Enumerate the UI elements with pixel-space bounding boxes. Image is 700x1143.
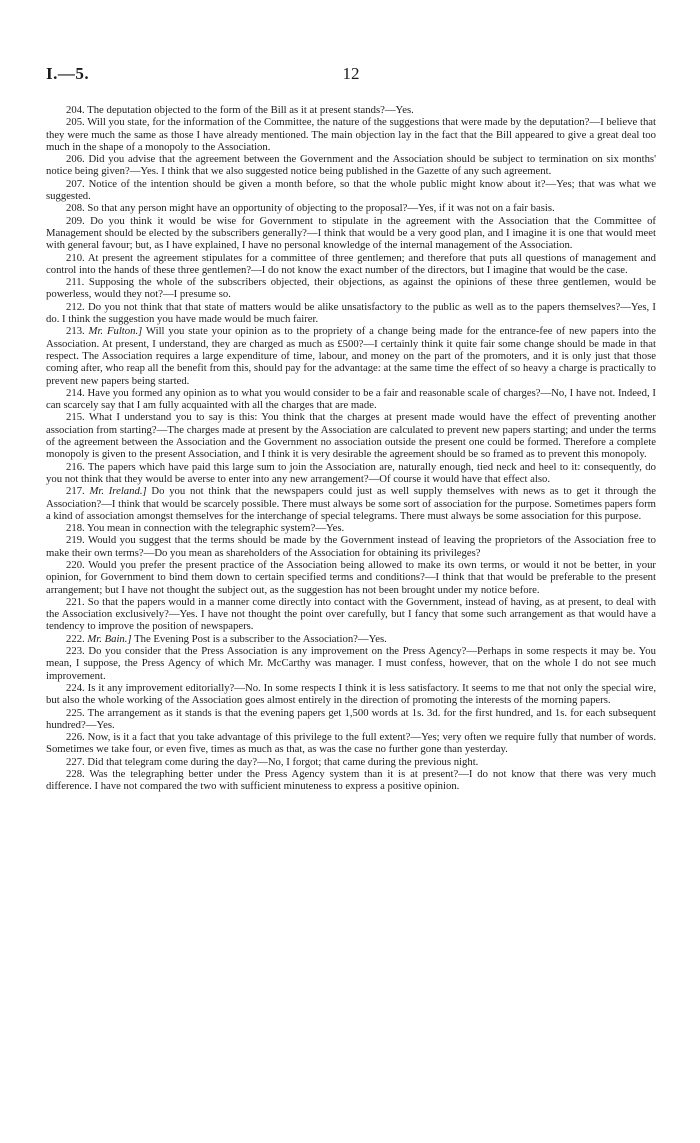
question-paragraph — [46, 645, 656, 682]
speaker-label: Mr. Ireland.] — [84, 485, 147, 498]
question-text: Is it any improvement editorially?—No. In some respects I think it is less satisfactory. It seems to me that not only the special wire, but also the whole working of the Association goes almost entirely in the direction of promoting the interests of the morning papers. — [46, 681, 656, 707]
question-text: Did you advise that the agreement between the Government and the Association should be subject to termination on six months' notice being given?—Yes. I think that we also suggested notice being published in the Gazette of any such agreement. — [46, 153, 656, 178]
question-number: 208. — [66, 202, 85, 215]
question-text: Now, is it a fact that you take advantage of this privilege to the full extent?—Yes; very often we require fully that number of words. Sometimes we take four, or even five, times as much as that, as was the case no further gone than yesterday. — [46, 731, 656, 756]
question-number: 213. — [66, 325, 85, 338]
question-text: You mean in connection with the telegraphic system?—Yes. — [84, 522, 345, 535]
question-paragraph — [46, 522, 656, 534]
question-text: The arrangement as it stands is that the evening papers get 1,500 words at 1s. 3d. for the first hundred, and 1s. for each subsequent hundred?—Yes. — [46, 706, 656, 731]
question-paragraph — [46, 252, 656, 277]
question-paragraph — [46, 756, 656, 768]
question-number: 224. — [66, 681, 85, 694]
question-number: 205. — [66, 116, 85, 129]
question-number: 212. — [66, 300, 85, 313]
question-paragraph — [46, 202, 656, 214]
question-number: 227. — [66, 755, 85, 768]
question-number: 218. — [66, 522, 85, 535]
question-number: 223. — [66, 645, 85, 658]
question-text: Would you prefer the present practice of the Association being allowed to make its own terms, or would it not be better, in your opinion, for Government to bind them down to certain specified terms and conditions?—I think that that would be preferable to the present arrangement; but I have not thought the subject out, as the suggestion has not been brought under my notice before. — [46, 558, 656, 596]
question-text: Did that telegram come during the day?—No, I forgot; that came during the previous night. — [84, 755, 479, 768]
question-paragraph — [46, 485, 656, 522]
question-paragraph — [46, 153, 656, 178]
question-paragraph — [46, 215, 656, 252]
question-paragraph — [46, 178, 656, 203]
question-text: So that the papers would in a manner come directly into contact with the Government, instead of having, as at present, to deal with the Association exclusively?—Yes. I have not thought the point over carefully, but I fancy that some such arrangement as that would have a tendency to improve the position of newspapers. — [46, 595, 656, 633]
question-paragraph — [46, 325, 656, 386]
question-paragraph — [46, 387, 656, 412]
page-header — [46, 64, 656, 104]
question-paragraph — [46, 633, 656, 645]
question-number: 210. — [66, 251, 85, 264]
question-paragraph — [46, 534, 656, 559]
question-number: 217. — [66, 485, 85, 498]
question-text: Would you suggest that the terms should be made by the Government instead of leaving the proprietors of the Association free to make their own terms?—Do you mean as shareholders of the Association for obtaining its privileges? — [46, 534, 656, 559]
question-text: The deputation objected to the form of the Bill as it at present stands?—Yes. — [84, 104, 414, 116]
question-number: 221. — [66, 595, 85, 608]
speaker-label: Mr. Bain.] — [84, 632, 132, 645]
question-number: 228. — [66, 768, 85, 781]
question-paragraph — [46, 104, 656, 116]
question-text: At present the agreement stipulates for a committee of three gentlemen; and therefore that puts all questions of management and control into the hands of these three gentlemen?—I do not know the exact number of the directors, but I imagine that would be the case. — [46, 251, 656, 276]
question-paragraph — [46, 707, 656, 732]
question-number: 220. — [66, 558, 85, 571]
question-number: 207. — [66, 177, 85, 190]
question-text: What I understand you to say is this: You think that the charges at present made would have the effect of preventing another association from starting?—The charges made at present by the Association are calculated to prevent new papers starting; and under the terms of the agreement between the Association and the Government no association outside the present one could be formed. Therefore a complete monopoly is given to the present Association, and I think it is very desirable the agreement should be so framed as to prevent this monopoly. — [46, 411, 656, 461]
question-paragraph — [46, 559, 656, 596]
question-text: Notice of the intention should be given a month before, so that the whole public might know about it?—Yes; that was what we suggested. — [46, 177, 656, 203]
question-paragraph — [46, 682, 656, 707]
question-number: 211. — [66, 276, 85, 289]
question-text: The papers which have paid this large sum to join the Association are, naturally enough, tied neck and heel to it: consequently, do you not think that they would be averse to enter into any new arrangement?—Of course it would have that effect also. — [46, 460, 656, 485]
question-number: 204. — [66, 104, 85, 116]
question-paragraph — [46, 461, 656, 486]
question-text: Do you not think that that state of matters would be alike unsatisfactory to the public as well as to the papers themselves?—Yes, I do. I think the suggestion you have made would be much fairer. — [46, 300, 656, 326]
question-number: 214. — [66, 386, 85, 399]
question-text: Have you formed any opinion as to what you would consider to be a fair and reasonable scale of charges?—No, I have not. Indeed, I can scarcely say that I am fully acquainted with all the charges that are made. — [46, 386, 656, 412]
question-paragraph — [46, 411, 656, 460]
question-text: Do you think it would be wise for Government to stipulate in the agreement with the Association that the Committee of Management should be elected by the subscribers generally?—I think that would be a very good plan, and I imagine it is one that would meet with general favour; but, as I have explained, I have no personal knowledge of the internal management of the Association. — [46, 214, 656, 252]
question-number: 209. — [66, 214, 85, 227]
question-number: 226. — [66, 731, 85, 744]
question-text: Was the telegraphing better under the Press Agency system than it is at present?—I do not know that there was very much difference. I have not compared the two with sufficient minuteness to express a positive opinion. — [46, 768, 656, 793]
question-number: 206. — [66, 153, 85, 166]
question-number: 219. — [66, 534, 85, 547]
question-paragraph — [46, 596, 656, 633]
question-text: The Evening Post is a subscriber to the Association?—Yes. — [131, 632, 387, 645]
question-number: 216. — [66, 460, 85, 473]
question-text: Will you state, for the information of the Committee, the nature of the suggestions that were made by the deputation?—I believe that they were much the same as those I have already mentioned. The main objection lay in the fact that the Bill appeared to give a great deal too much in the shape of a monopoly to the Association. — [46, 116, 656, 153]
question-number: 225. — [66, 706, 85, 719]
speaker-label: Mr. Fulton.] — [84, 325, 143, 338]
question-text: So that any person might have an opportunity of objecting to the proposal?—Yes, if it was not on a fair basis. — [84, 202, 555, 215]
question-number: 215. — [66, 411, 85, 424]
document-body — [46, 104, 656, 793]
question-paragraph — [46, 731, 656, 756]
question-text: Do you not think that the newspapers could just as well supply themselves with news as to get it through the Association?—I think that would be scarcely possible. There must always be some sort of association for the purpose. Sometimes papers form a kind of association amongst themselves for the interchange of special telegrams. There must always be some association for this purpose. — [46, 485, 656, 522]
question-text: Do you consider that the Press Association is any improvement on the Press Agency?—Perhaps in some respects it may be. You mean, I suppose, the Press Agency of which Mr. McCarthy was manager. I must confess, however, that on the whole I do not see much improvement. — [46, 645, 656, 682]
question-paragraph — [46, 116, 656, 153]
question-paragraph — [46, 276, 656, 301]
page-number: 12 — [342, 64, 360, 83]
question-text: Will you state your opinion as to the propriety of a change being made for the entrance-fee of new papers into the Association. At present, I understand, they are charged as much as £500?—I certainly think it quite fair some change should be made in that respect. The Association requires a large expenditure of time, labour, and money on the part of the promoters, and it is only just that those coming after, who reap all the benefit from this, should pay for the advantage: at the same time the effect of so heavy a charge is practically to prevent new papers being started. — [46, 325, 656, 387]
question-text: Supposing the whole of the subscribers objected, their objections, as against the opinions of these three gentlemen, would be powerless, would they not?—I presume so. — [46, 276, 656, 301]
document-reference: I.—5. — [46, 64, 90, 83]
question-paragraph — [46, 768, 656, 793]
question-paragraph — [46, 301, 656, 326]
question-number: 222. — [66, 632, 85, 645]
